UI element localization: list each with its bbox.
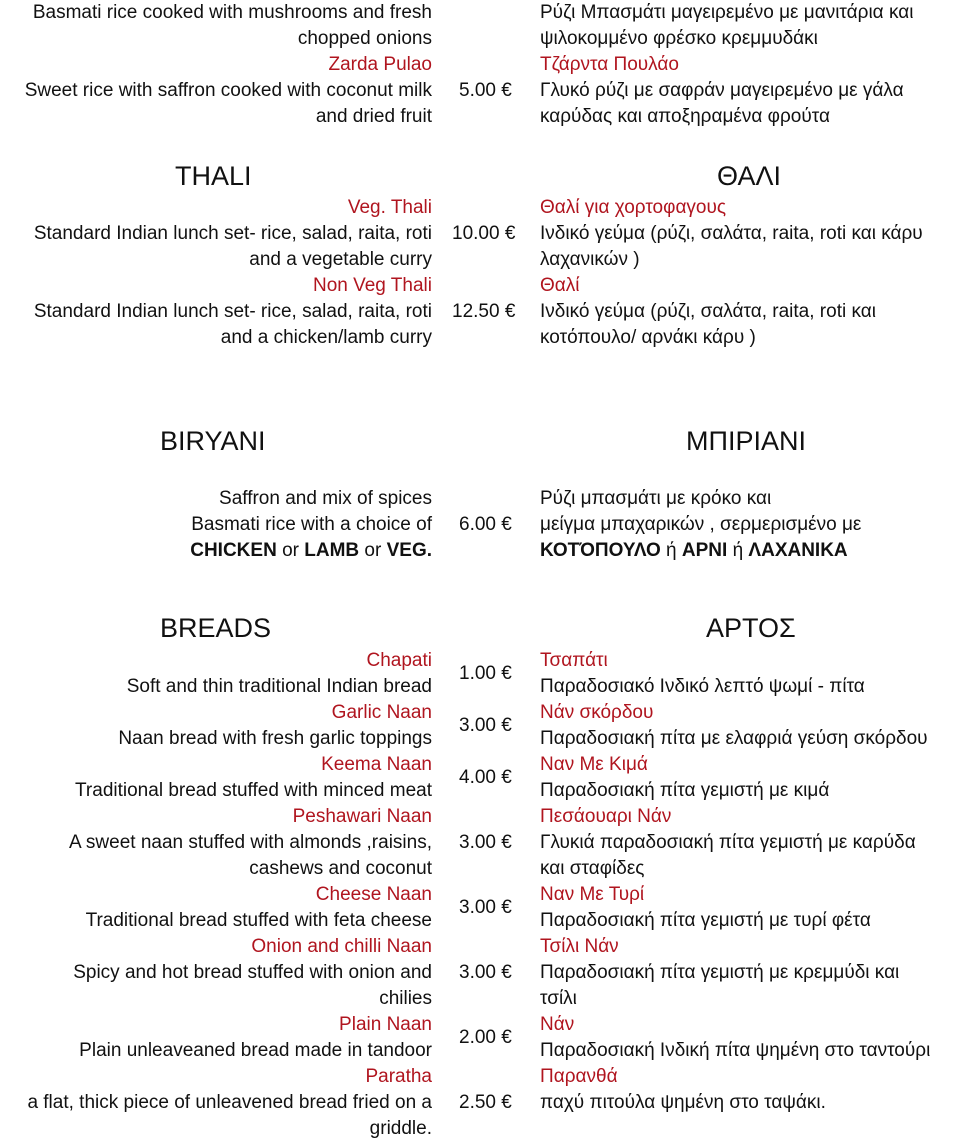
bread-desc-gr: Παραδοσιακή πίτα γεμιστή με τυρί φέτα bbox=[540, 910, 871, 931]
zarda-desc-en-1: Sweet rice with saffron cooked with coconut milk bbox=[24, 80, 432, 101]
euro-icon: € bbox=[501, 80, 512, 101]
veg-thali-name-gr: Θαλί για χορτοφαγους bbox=[540, 197, 727, 218]
bread-desc-en: Spicy and hot bread stuffed with onion and bbox=[73, 962, 432, 983]
bread-name-gr: Ναν Με Τυρί bbox=[540, 884, 645, 905]
biryani-desc-en-1: Saffron and mix of spices bbox=[219, 488, 432, 509]
zarda-price: 5.00 € bbox=[459, 80, 512, 101]
bread-desc-en: Traditional bread stuffed with feta cheese bbox=[85, 910, 432, 931]
breads-title-en: BREADS bbox=[160, 613, 272, 643]
rice-prev-desc-gr-1: Ρύζι Μπασμάτι μαγειρεμένο με μανιτάρια και bbox=[540, 2, 914, 23]
bread-name-en: Chapati bbox=[366, 650, 432, 671]
nonveg-thali-name-gr: Θαλί bbox=[540, 275, 580, 296]
bread-desc-en: griddle. bbox=[369, 1118, 432, 1139]
biryani-options-en: CHICKEN or LAMB or VEG. bbox=[190, 540, 432, 561]
veg-thali-desc-en-2: and a vegetable curry bbox=[249, 249, 432, 270]
bread-desc-en: A sweet naan stuffed with almonds ,raisins, bbox=[69, 832, 432, 853]
bread-price: 1.00 € bbox=[459, 663, 512, 684]
bread-desc-en: Soft and thin traditional Indian bread bbox=[126, 676, 432, 697]
nonveg-thali-desc-gr-1: Ινδικό γεύμα (ρύζι, σαλάτα, raita, roti και bbox=[540, 301, 876, 322]
bread-name-gr: Πεσάουαρι Νάν bbox=[540, 806, 672, 827]
bread-name-en: Paratha bbox=[365, 1066, 432, 1087]
bread-desc-en: Traditional bread stuffed with minced meat bbox=[75, 780, 432, 801]
zarda-name-en: Zarda Pulao bbox=[328, 54, 432, 75]
bread-desc-gr: Παραδοσιακή πίτα με ελαφριά γεύση σκόρδου bbox=[540, 728, 928, 749]
bread-name-en: Peshawari Naan bbox=[292, 806, 432, 827]
bread-desc-gr: Γλυκιά παραδοσιακή πίτα γεμιστή με καρύδα bbox=[540, 832, 916, 853]
nonveg-thali-desc-en-2: and a chicken/lamb curry bbox=[220, 327, 432, 348]
bread-name-en: Garlic Naan bbox=[331, 702, 432, 723]
bread-price: 2.50 € bbox=[459, 1092, 512, 1113]
rice-prev-desc-en-2: chopped onions bbox=[297, 28, 432, 49]
nonveg-thali-desc-en-1: Standard Indian lunch set- rice, salad, raita, roti bbox=[33, 301, 432, 322]
bread-desc-en: chilies bbox=[379, 988, 432, 1009]
breads-title-gr: ΑΡΤΟΣ bbox=[706, 613, 796, 643]
zarda-desc-gr-1: Γλυκό ρύζι με σαφράν μαγειρεμένο με γάλα bbox=[540, 80, 904, 101]
bread-name-gr: Ναν Με Κιμά bbox=[540, 754, 648, 775]
bread-desc-en: Plain unleaveaned bread made in tandoor bbox=[79, 1040, 432, 1061]
bread-name-gr: Νάν bbox=[540, 1014, 575, 1035]
veg-thali-desc-gr-2: λαχανικών ) bbox=[540, 249, 640, 270]
rice-prev-desc-en-1: Basmati rice cooked with mushrooms and fresh bbox=[32, 2, 432, 23]
bread-name-en: Onion and chilli Naan bbox=[251, 936, 432, 957]
veg-thali-desc-en-1: Standard Indian lunch set- rice, salad, raita, roti bbox=[33, 223, 432, 244]
thali-title-gr: ΘΑΛΙ bbox=[717, 161, 782, 191]
euro-icon: € bbox=[504, 223, 516, 244]
bread-name-en: Plain Naan bbox=[339, 1014, 432, 1035]
bread-price: 2.00 € bbox=[459, 1027, 512, 1048]
biryani-desc-gr-1: Ρύζι μπασμάτι με κρόκο και bbox=[540, 488, 772, 509]
bread-desc-gr: Παραδοσιακή πίτα γεμιστή με κρεμμύδι και bbox=[540, 962, 900, 983]
bread-desc-en: Naan bread with fresh garlic toppings bbox=[118, 728, 432, 749]
bread-desc-en: a flat, thick piece of unleavened bread fried on a bbox=[27, 1092, 432, 1113]
bread-price: 3.00 € bbox=[459, 715, 512, 736]
nonveg-thali-price: 12.50 € bbox=[452, 301, 516, 322]
bread-desc-en: cashews and coconut bbox=[249, 858, 432, 879]
zarda-name-gr: Τζάρντα Πουλάο bbox=[540, 54, 679, 75]
bread-price: 3.00 € bbox=[459, 832, 512, 853]
bread-price: 3.00 € bbox=[459, 962, 512, 983]
bread-name-gr: Νάν σκόρδου bbox=[540, 702, 654, 723]
bread-desc-gr: τσίλι bbox=[540, 988, 577, 1009]
veg-thali-name-en: Veg. Thali bbox=[347, 197, 432, 218]
bread-name-gr: Τσαπάτι bbox=[540, 650, 608, 671]
biryani-desc-en-2: Basmati rice with a choice of bbox=[191, 514, 432, 535]
euro-icon: € bbox=[501, 514, 512, 535]
bread-price: 4.00 € bbox=[459, 767, 512, 788]
thali-title-en: THALI bbox=[175, 161, 252, 191]
veg-thali-price: 10.00 € bbox=[452, 223, 516, 244]
nonveg-thali-name-en: Non Veg Thali bbox=[312, 275, 432, 296]
zarda-desc-en-2: and dried fruit bbox=[315, 106, 432, 127]
biryani-title-en: BIRYANI bbox=[160, 426, 266, 456]
rice-prev-desc-gr-2: ψιλοκομμένο φρέσκο κρεμμυδάκι bbox=[540, 28, 818, 49]
veg-thali-desc-gr-1: Ινδικό γεύμα (ρύζι, σαλάτα, raita, roti και κάρυ bbox=[540, 223, 923, 244]
bread-name-en: Cheese Naan bbox=[315, 884, 432, 905]
zarda-desc-gr-2: καρύδας και αποξηραμένα φρούτα bbox=[540, 106, 830, 127]
biryani-options-gr: ΚΟΤΌΠΟΥΛΟ ή ΑΡΝΙ ή ΛΑΧΑΝΙΚΑ bbox=[540, 540, 848, 561]
bread-desc-gr: παχύ πιτούλα ψημένη στο ταψάκι. bbox=[540, 1092, 826, 1113]
bread-name-en: Keema Naan bbox=[321, 754, 432, 775]
biryani-title-gr: ΜΠΙΡΙΑΝΙ bbox=[686, 426, 807, 456]
bread-desc-gr: Παραδοσιακό Ινδικό λεπτό ψωμί - πίτα bbox=[540, 676, 865, 697]
bread-desc-gr: Παραδοσιακή Ινδική πίτα ψημένη στο ταντούρι bbox=[540, 1040, 931, 1061]
bread-desc-gr: Παραδοσιακή πίτα γεμιστή με κιμά bbox=[540, 780, 830, 801]
bread-desc-gr: και σταφίδες bbox=[540, 858, 645, 879]
nonveg-thali-desc-gr-2: κοτόπουλο/ αρνάκι κάρυ ) bbox=[540, 327, 756, 348]
euro-icon: € bbox=[504, 301, 516, 322]
bread-name-gr: Παρανθά bbox=[540, 1066, 618, 1087]
biryani-desc-gr-2: μείγμα μπαχαρικών , σερμερισμένο με bbox=[540, 514, 862, 535]
biryani-price: 6.00 € bbox=[459, 514, 512, 535]
bread-price: 3.00 € bbox=[459, 897, 512, 918]
bread-name-gr: Τσίλι Νάν bbox=[540, 936, 619, 957]
